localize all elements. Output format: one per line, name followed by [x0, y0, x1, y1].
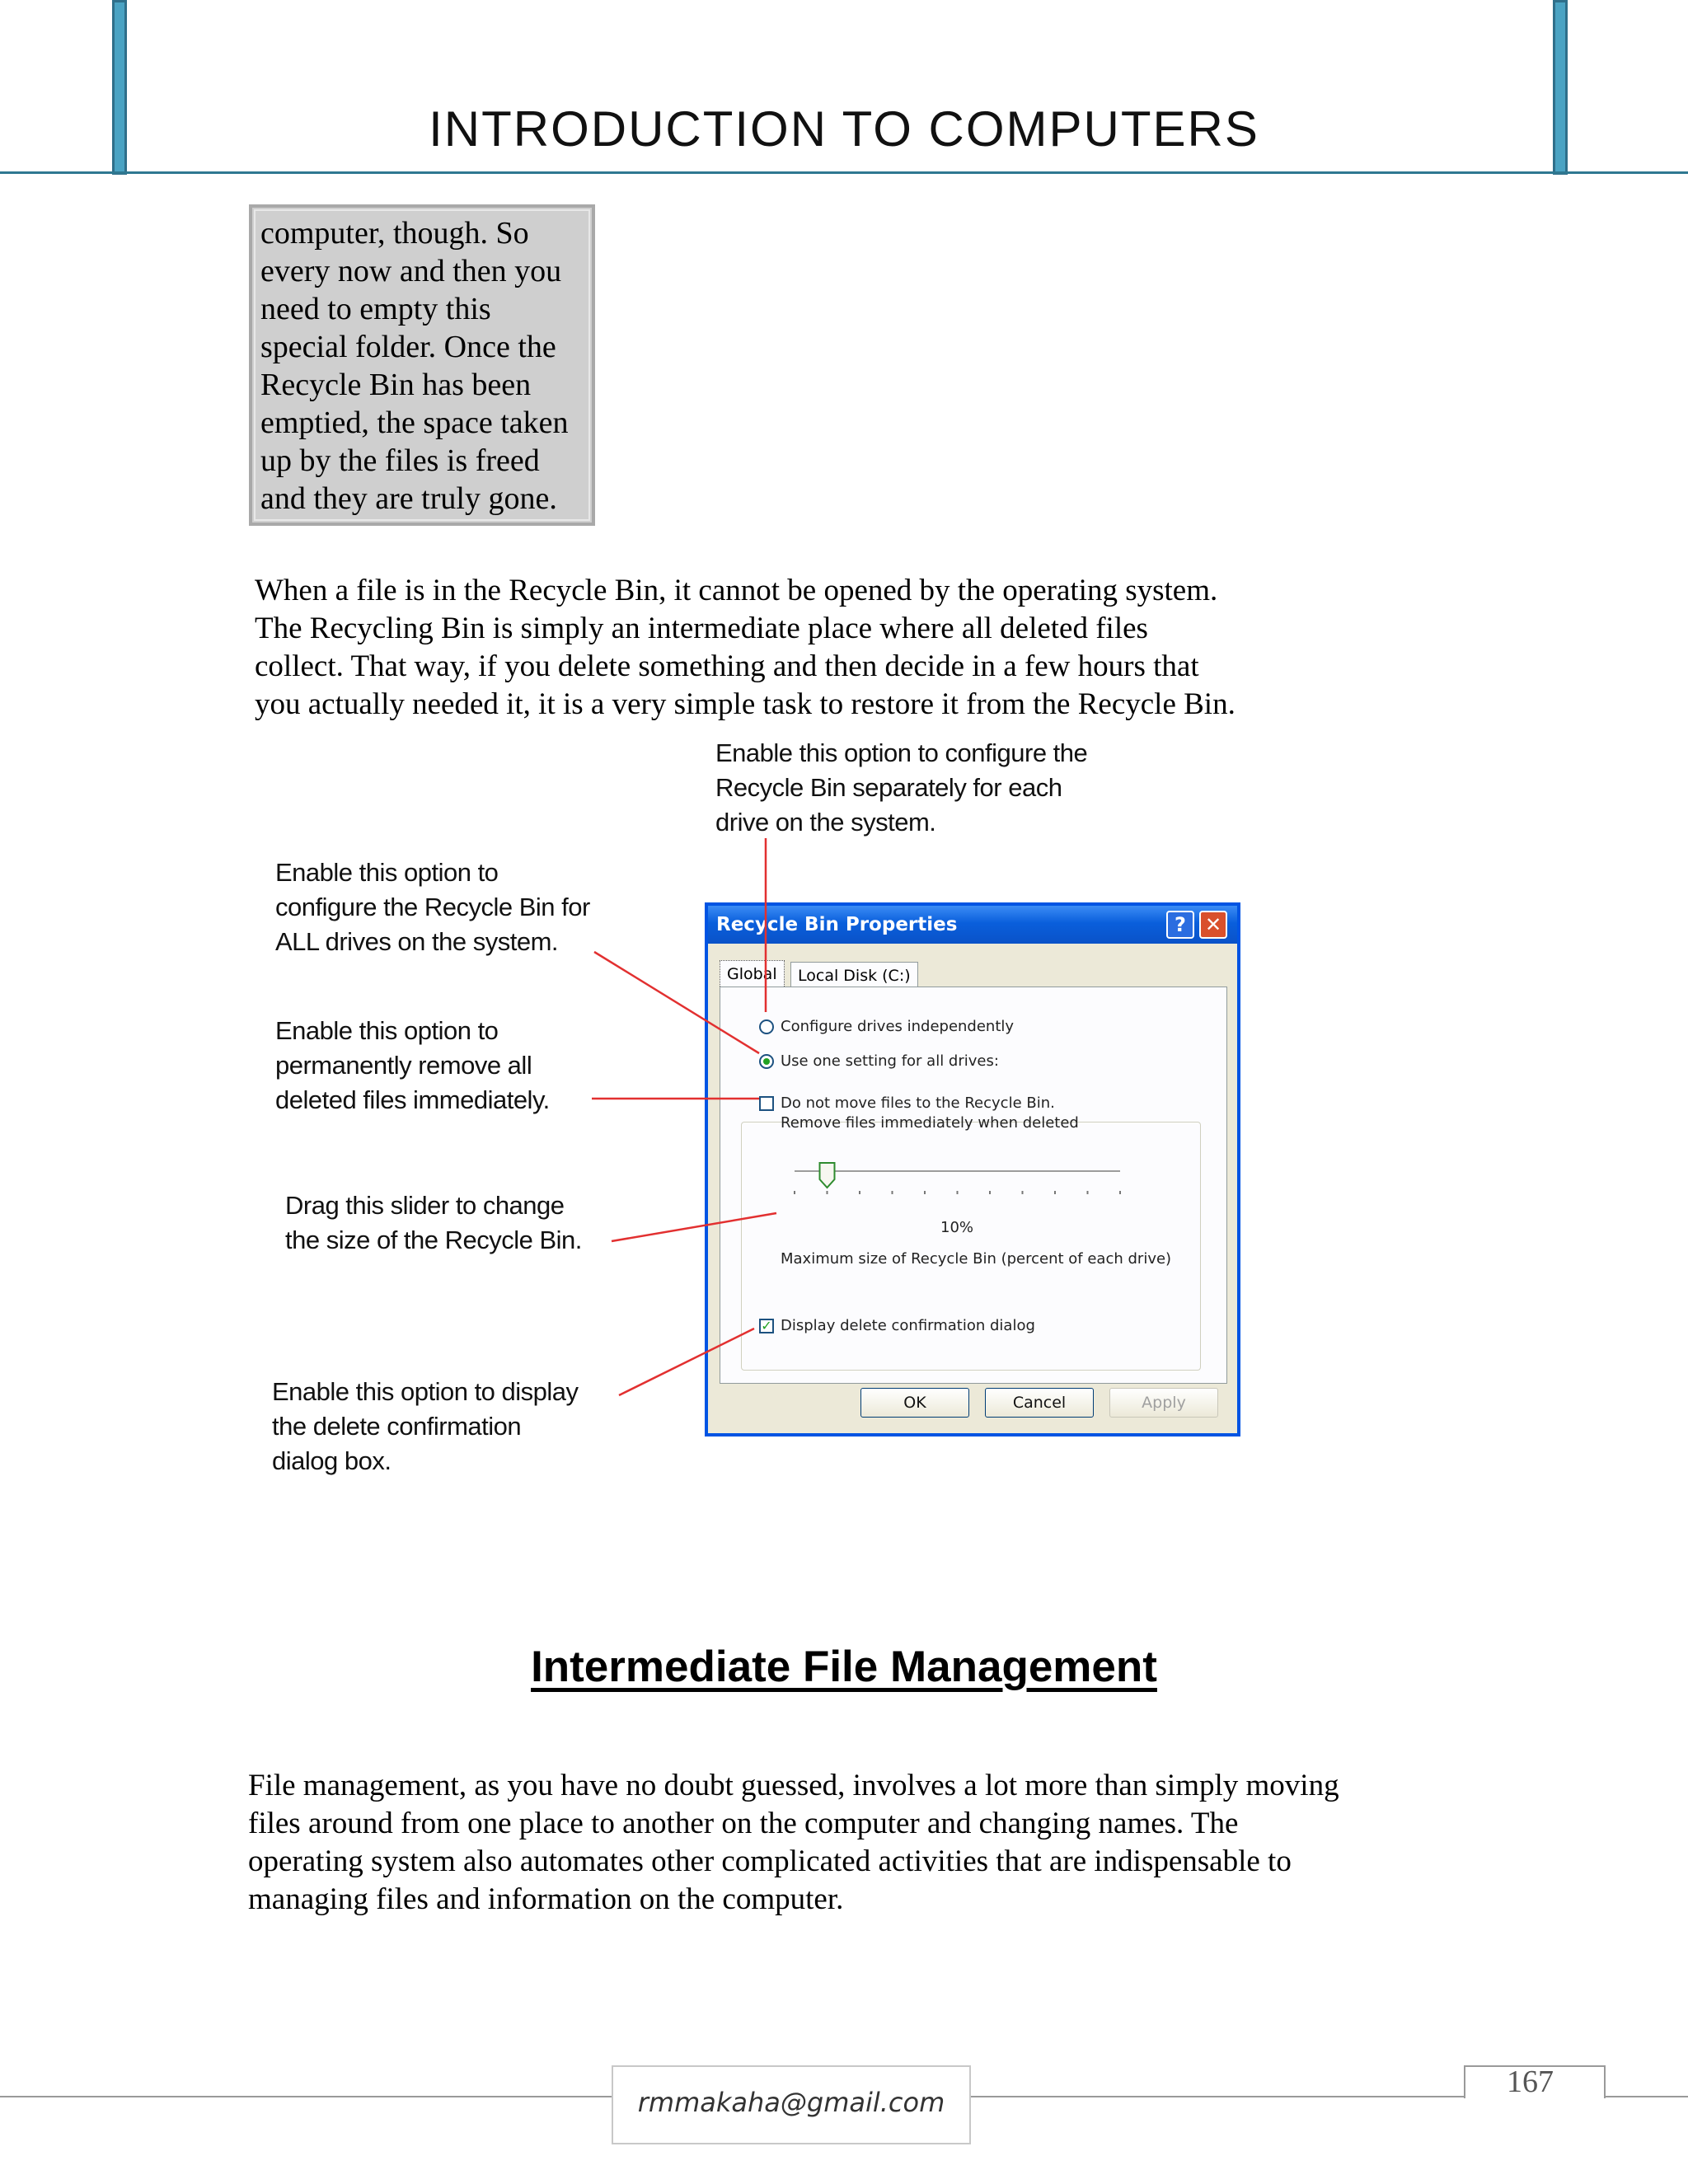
footer-rule-left [0, 2096, 612, 2097]
cancel-button[interactable]: Cancel [985, 1388, 1094, 1418]
sidebox-line: computer, though. So [260, 216, 529, 251]
footer-email: rmmakaha@gmail.com [637, 2087, 945, 2118]
paragraph-line: File management, as you have no doubt guessed, involves a lot more than simply moving [248, 1769, 1339, 1802]
ok-button[interactable]: OK [860, 1388, 969, 1418]
sidebox-line: Recycle Bin has been [260, 368, 532, 402]
paragraph-line: you actually needed it, it is a very simple task to restore it from the Recycle Bin. [255, 687, 1236, 721]
paragraph-line: files around from one place to another on the computer and changing names. The [248, 1807, 1239, 1840]
paragraph-line: The Recycling Bin is simply an intermediate place where all deleted files [255, 612, 1148, 645]
paragraph-line: operating system also automates other complicated activities that are indispensable to [248, 1844, 1292, 1878]
page-number: 167 [1507, 2064, 1554, 2099]
footer-page-tab [1464, 2065, 1606, 2098]
display-confirmation-label: Display delete confirmation dialog [781, 1317, 1035, 1334]
callout-leader-lines [247, 725, 1278, 1549]
callout-line: ALL drives on the system. [275, 927, 559, 956]
dialog-title: Recycle Bin Properties [716, 914, 958, 935]
callout-line: Enable this option to [275, 858, 499, 887]
section-heading: Intermediate File Management [531, 1643, 1157, 1691]
callout-line: dialog box. [272, 1446, 392, 1475]
sidebox-line: and they are truly gone. [260, 481, 557, 516]
sidebox-line: emptied, the space taken [260, 405, 569, 440]
sidebar-text-box [249, 204, 595, 526]
paragraph-line: managing files and information on the computer. [248, 1882, 844, 1916]
page-header-title: INTRODUCTION TO COMPUTERS [429, 101, 1259, 157]
leader-line-all-drives [594, 952, 759, 1053]
apply-button[interactable]: Apply [1109, 1388, 1218, 1418]
callout-line: Drag this slider to change [285, 1191, 565, 1220]
callout-line: configure the Recycle Bin for [275, 893, 590, 921]
recycle-bin-figure [247, 725, 1278, 1549]
checkbox-display-confirmation[interactable]: ✓ [759, 1319, 774, 1333]
footer-email-box [612, 2065, 971, 2144]
radio-configure-independently-label: Configure drives independently [781, 1018, 1015, 1035]
callout-line: Enable this option to [275, 1016, 499, 1045]
tab-global[interactable]: Global [720, 960, 785, 988]
sidebox-line: special folder. Once the [260, 330, 556, 364]
callout-line: permanently remove all [275, 1051, 532, 1080]
callout-line: Enable this option to configure the [715, 738, 1088, 767]
help-icon[interactable]: ? [1166, 911, 1194, 939]
header-rule [0, 171, 1688, 174]
callout-line: the size of the Recycle Bin. [285, 1226, 582, 1254]
sidebox-line: every now and then you [260, 254, 562, 288]
paragraph-recycle-bin [255, 572, 1236, 724]
callout-line: the delete confirmation [272, 1412, 522, 1441]
max-size-label: Maximum size of Recycle Bin (percent of each drive) [781, 1250, 1172, 1268]
remove-immediately-label: Remove files immediately when deleted [781, 1114, 1079, 1132]
callout-line: drive on the system. [715, 808, 936, 837]
sidebox-line: up by the files is freed [260, 443, 540, 478]
paragraph-line: collect. That way, if you delete something and then decide in a few hours that [255, 649, 1199, 683]
close-icon[interactable]: ✕ [1199, 911, 1227, 939]
slider-value-label: 10% [940, 1219, 974, 1236]
radio-one-setting-label: Use one setting for all drives: [781, 1052, 1004, 1070]
paragraph-line: When a file is in the Recycle Bin, it cannot be opened by the operating system. [255, 574, 1218, 607]
callout-line: Recycle Bin separately for each [715, 773, 1062, 802]
footer-rule-middle [971, 2096, 1464, 2097]
footer-rule-right [1602, 2096, 1688, 2097]
callout-line: Enable this option to display [272, 1377, 579, 1406]
paragraph-file-management [248, 1767, 1339, 1919]
leader-line-slider [612, 1213, 776, 1241]
leader-line-confirm [619, 1329, 754, 1395]
tab-local-disk-c[interactable]: Local Disk (C:) [790, 962, 918, 987]
callout-line: deleted files immediately. [275, 1085, 550, 1114]
sidebox-line: need to empty this [260, 292, 491, 326]
do-not-move-label: Do not move files to the Recycle Bin. [781, 1094, 1055, 1112]
